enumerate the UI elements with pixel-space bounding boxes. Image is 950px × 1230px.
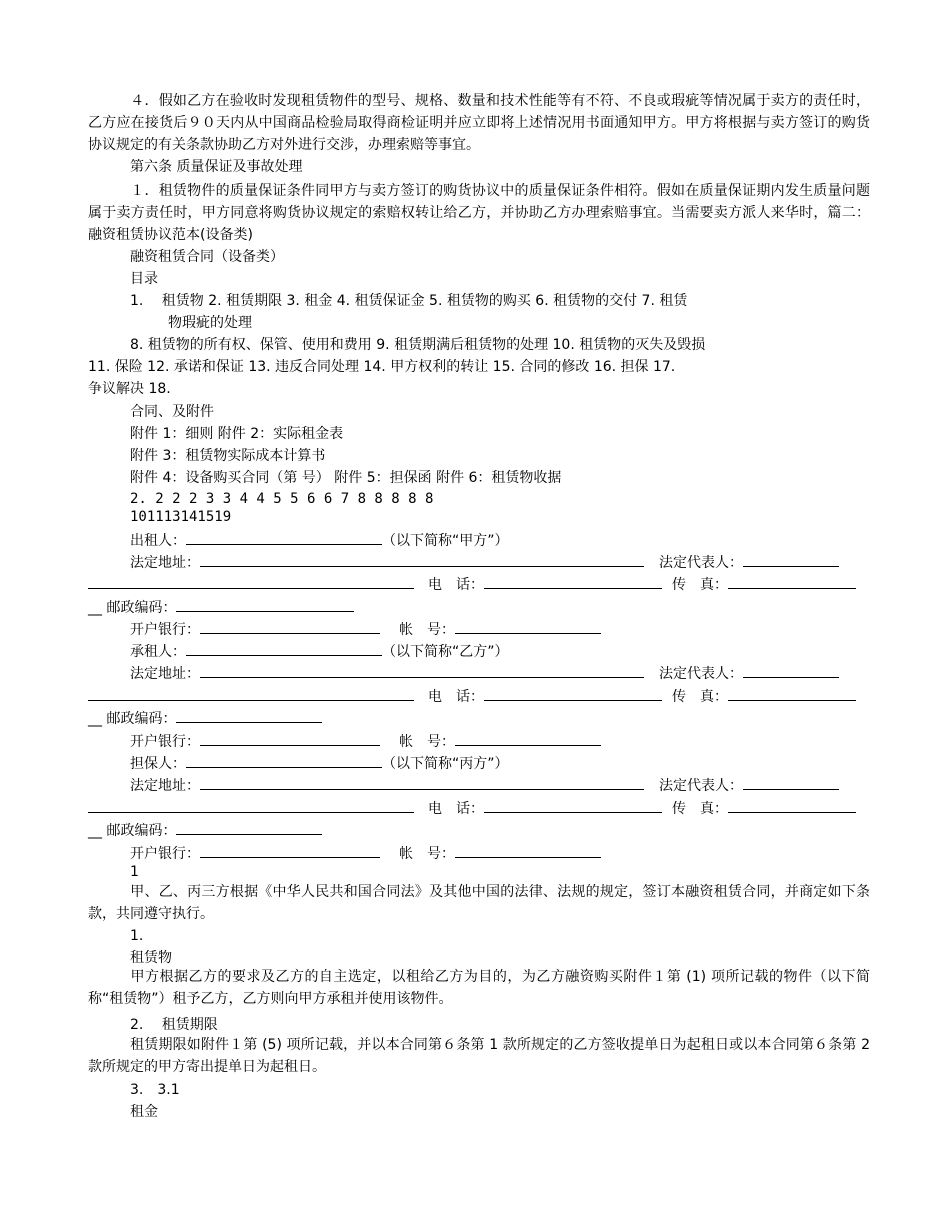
rep-blank-cont: [88, 798, 414, 813]
address-label: 法定地址：: [130, 555, 200, 571]
address-label: 法定地址：: [130, 666, 200, 682]
section-1-title: 租赁物: [130, 950, 172, 966]
address-blank: [200, 775, 644, 790]
rep-label: 法定代表人：: [659, 666, 743, 682]
underscore: __: [88, 823, 102, 839]
toc-line-1: 1. 租赁物 2. 租赁期限 3. 租金 4. 租赁保证金 5. 租赁物的购买 6. 租赁物的交付 7. 租赁: [130, 293, 688, 309]
section-3-number: 3. 3.1: [130, 1082, 180, 1098]
account-blank: [455, 731, 601, 746]
account-blank: [455, 619, 601, 634]
fax-label: 传 真：: [672, 801, 728, 817]
section-1-number: 1.: [130, 928, 144, 944]
article-6-heading: 第六条 质量保证及事故处理: [130, 159, 303, 175]
fax-blank: [728, 574, 856, 589]
phone-blank: [484, 574, 662, 589]
account-blank: [455, 843, 601, 858]
party-alias: （以下简称“丙方”）: [382, 756, 509, 772]
rep-blank-cont: [88, 686, 414, 701]
contract-title: 融资租赁合同（设备类）: [130, 249, 284, 265]
rep-blank: [743, 663, 839, 678]
page-number: 1: [130, 864, 139, 880]
bank-label: 开户银行：: [130, 622, 200, 638]
phone-label: 电 话：: [428, 689, 484, 705]
phone-label: 电 话：: [428, 801, 484, 817]
post-blank: [176, 597, 354, 612]
fax-blank: [728, 686, 856, 701]
fax-blank: [728, 798, 856, 813]
attachments-line-3: 附件 4：设备购买合同（第 号） 附件 5：担保函 附件 6：租赁物收据: [130, 470, 562, 486]
name-blank: [186, 753, 382, 768]
toc-line-3: 11. 保险 12. 承诺和保证 13. 违反合同处理 14. 甲方权利的转让 15. 合同的修改 16. 担保 17.: [88, 359, 676, 375]
account-label: 帐 号：: [399, 622, 455, 638]
intro-paragraph: 甲、乙、丙三方根据《中华人民共和国合同法》及其他中国的法律、法规的规定，签订本融资租赁合同，并商定如下条款，共同遵守执行。: [88, 884, 870, 922]
underscore: __: [88, 711, 102, 727]
toc-title: 目录: [130, 271, 158, 287]
name-blank: [186, 530, 382, 545]
attachments-line-2: 附件 3：租赁物实际成本计算书: [130, 448, 326, 464]
post-label: 邮政编码：: [106, 600, 177, 616]
post-label: 邮政编码：: [106, 823, 177, 839]
phone-blank: [484, 686, 662, 701]
bank-blank: [200, 731, 380, 746]
party-role: 担保人：: [130, 756, 186, 772]
party-alias: （以下简称“乙方”）: [382, 644, 509, 660]
rep-label: 法定代表人：: [659, 778, 743, 794]
underscore: __: [88, 600, 102, 616]
address-blank: [200, 663, 644, 678]
toc-line-1b: 物瑕疵的处理: [168, 315, 252, 331]
party-role: 出租人：: [130, 533, 186, 549]
paragraph-inspection: ４．假如乙方在验收时发现租赁物件的型号、规格、数量和技术性能等有不符、不良或瑕疵等情况属于卖方的责任时，乙方应在接货后９０天内从中国商品检验局取得商检证明并应立即将上述情况用书面通知甲方。甲方将根据与卖方签订的购货协议规定的有关条款协助乙方对外进行交涉，办理索赔等事宜。: [88, 93, 870, 153]
post-blank: [176, 820, 322, 835]
section-2-body: 租赁期限如附件１第 (5) 项所记载，并以本合同第６条第 1 款所规定的乙方签收提单日为起租日或以本合同第６条第 2 款所规定的甲方寄出提单日为起租日。: [88, 1037, 870, 1075]
address-blank: [200, 552, 644, 567]
bank-label: 开户银行：: [130, 846, 200, 862]
section-3-title: 租金: [130, 1104, 158, 1120]
section-2-title: 2. 租赁期限: [130, 1017, 218, 1033]
bank-label: 开户银行：: [130, 734, 200, 750]
toc-page-numbers-2: 101113141519: [130, 509, 232, 525]
toc-page-numbers-1: 2. 2 2 2 3 3 4 4 5 5 6 6 7 8 8 8 8 8: [130, 491, 434, 507]
bank-blank: [200, 619, 380, 634]
toc-line-2: 8. 租赁物的所有权、保管、使用和费用 9. 租赁期满后租赁物的处理 10. 租赁物的灭失及毁损: [130, 337, 706, 353]
address-label: 法定地址：: [130, 778, 200, 794]
phone-label: 电 话：: [428, 577, 484, 593]
attachments-heading: 合同、及附件: [130, 404, 214, 420]
name-blank: [186, 641, 382, 656]
fax-label: 传 真：: [672, 577, 728, 593]
phone-blank: [484, 798, 662, 813]
party-alias: （以下简称“甲方”）: [382, 533, 509, 549]
rep-blank-cont: [88, 574, 414, 589]
paragraph-quality: １．租赁物件的质量保证条件同甲方与卖方签订的购货协议中的质量保证条件相符。假如在质量保证期内发生质量问题属于卖方责任时，甲方同意将购货协议规定的索赔权转让给乙方，并协助乙方办理索赔事宜。当需要卖方派人来华时，篇二：融资租赁协议范本(设备类): [88, 183, 870, 243]
rep-blank: [743, 552, 839, 567]
account-label: 帐 号：: [399, 734, 455, 750]
toc-line-4: 争议解决 18.: [88, 381, 171, 397]
attachments-line-1: 附件 1：细则 附件 2：实际租金表: [130, 426, 344, 442]
bank-blank: [200, 843, 380, 858]
post-blank: [176, 708, 322, 723]
account-label: 帐 号：: [399, 846, 455, 862]
fax-label: 传 真：: [672, 689, 728, 705]
section-1-body: 甲方根据乙方的要求及乙方的自主选定，以租给乙方为目的，为乙方融资购买附件１第 (1) 项所记载的物件（以下简称“租赁物”）租予乙方，乙方则向甲方承租并使用该物件。: [88, 969, 870, 1007]
rep-label: 法定代表人：: [659, 555, 743, 571]
post-label: 邮政编码：: [106, 711, 177, 727]
rep-blank: [743, 775, 839, 790]
party-role: 承租人：: [130, 644, 186, 660]
